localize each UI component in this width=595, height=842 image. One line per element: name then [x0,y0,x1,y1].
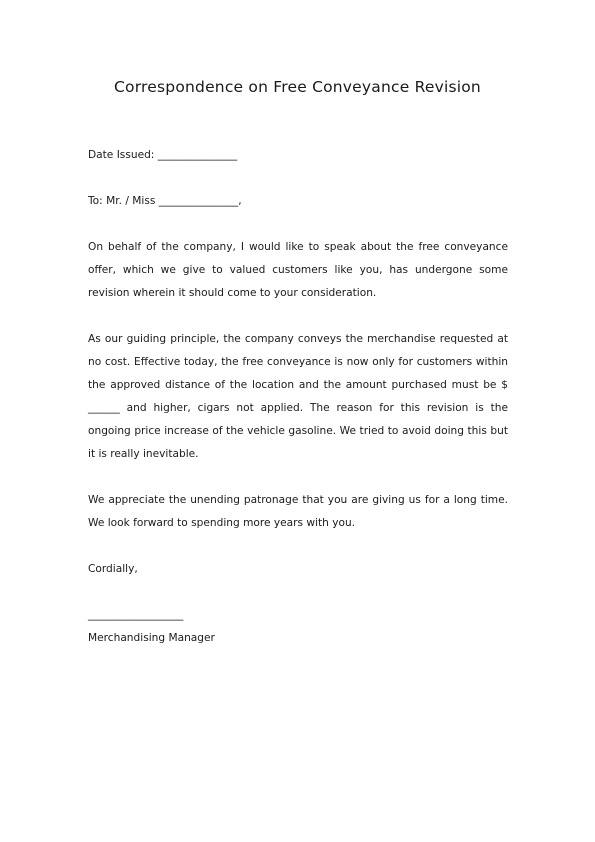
letter-body [88,144,508,650]
recipient-line: To: Mr. / Miss _______________, [88,195,242,207]
date-issued-line: Date Issued: _______________ [88,149,238,161]
paragraph-revision-details: As our guiding principle, the company conveys the merchandise requested at no cost. Effective today, the free conveyance is now only for customers within the approved distance of the location and the amount purchased must be $ ______ and higher, cigars not applied. The reason for this revision is the ongoing price increase of the vehicle gasoline. We tried to avoid doing this but it is really inevitable. [88,333,508,460]
document-title: Correspondence on Free Conveyance Revision [114,78,481,96]
signature-line: __________________ [88,609,184,621]
paragraph-intro: On behalf of the company, I would like to speak about the free conveyance offer, which we give to valued customers like you, has undergone some revision wherein it should come to your consideration. [88,241,508,299]
signatory-title: Merchandising Manager [88,632,215,644]
closing-salutation: Cordially, [88,563,138,575]
paragraph-appreciation: We appreciate the unending patronage that you are giving us for a long time. We look forward to spending more years with you. [88,494,508,529]
